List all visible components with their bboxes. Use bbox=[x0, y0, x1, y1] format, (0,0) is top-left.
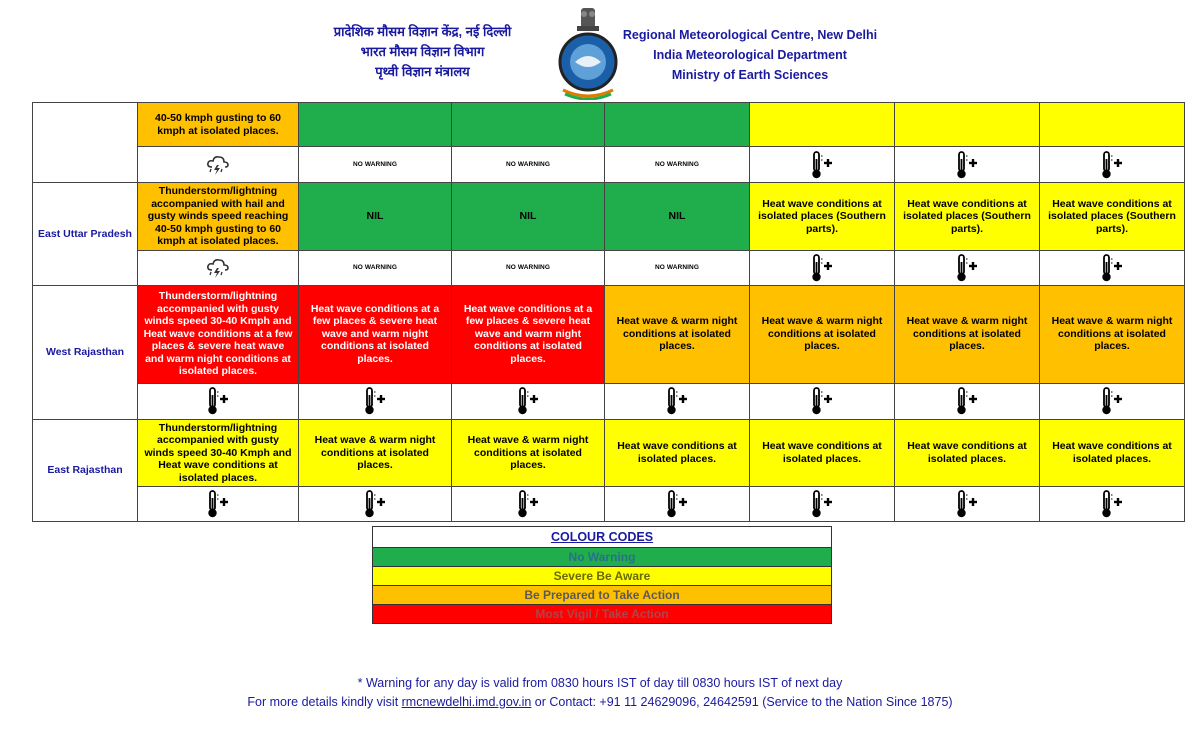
region-row bbox=[33, 419, 1185, 487]
warning-cell bbox=[750, 103, 895, 147]
warning-cell: Heat wave conditions at a few places & severe heat wave and warm night conditions at isolated places. bbox=[452, 285, 605, 383]
legend-item-most-vigil: Most Vigil / Take Action bbox=[373, 605, 832, 624]
warning-cell: Thunderstorm/lightning accompanied with gusty winds speed 30-40 Kmph and Heat wave conditions at a few places & severe heat wave and warm night conditions at isolated places. bbox=[138, 285, 299, 383]
thermometer-plus-icon bbox=[1101, 261, 1123, 273]
thunder-icon bbox=[206, 158, 230, 170]
region-name bbox=[33, 103, 138, 183]
thermometer-plus-icon bbox=[364, 498, 386, 510]
thermometer-plus-icon bbox=[517, 395, 539, 407]
no-warning-text: NO WARNING bbox=[506, 264, 550, 272]
region-name: East Rajasthan bbox=[33, 419, 138, 522]
icon-cell bbox=[605, 383, 750, 419]
warning-cell: Heat wave & warm night conditions at isolated places. bbox=[605, 285, 750, 383]
icon-row bbox=[33, 487, 1185, 522]
no-warning-text: NO WARNING bbox=[506, 161, 550, 169]
thermometer-plus-icon bbox=[666, 498, 688, 510]
icon-cell bbox=[299, 383, 452, 419]
icon-cell bbox=[750, 383, 895, 419]
no-warning-text: NO WARNING bbox=[655, 161, 699, 169]
icon-row bbox=[33, 383, 1185, 419]
warning-cell: Heat wave & warm night conditions at isolated places. bbox=[895, 285, 1040, 383]
warning-cell: Heat wave & warm night conditions at isolated places. bbox=[452, 419, 605, 487]
warning-cell: 40-50 kmph gusting to 60 kmph at isolated places. bbox=[138, 103, 299, 147]
icon-cell bbox=[299, 487, 452, 522]
warning-cell: Thunderstorm/lightning accompanied with gusty winds speed 30-40 Kmph and Heat wave conditions at isolated places. bbox=[138, 419, 299, 487]
thermometer-plus-icon bbox=[811, 158, 833, 170]
region-name: East Uttar Pradesh bbox=[33, 183, 138, 286]
icon-row bbox=[33, 250, 1185, 285]
warning-cell: Heat wave conditions at isolated places. bbox=[1040, 419, 1185, 487]
icon-cell bbox=[605, 487, 750, 522]
thermometer-plus-icon bbox=[811, 261, 833, 273]
warning-cell: Heat wave conditions at isolated places. bbox=[750, 419, 895, 487]
icon-cell bbox=[452, 383, 605, 419]
warning-cell: Heat wave & warm night conditions at isolated places. bbox=[750, 285, 895, 383]
no-warning-label bbox=[605, 147, 750, 183]
icon-cell bbox=[452, 487, 605, 522]
region-row bbox=[33, 183, 1185, 251]
icon-cell bbox=[895, 487, 1040, 522]
warning-cell: Heat wave & warm night conditions at isolated places. bbox=[1040, 285, 1185, 383]
warning-cell: Heat wave conditions at isolated places (Southern parts). bbox=[895, 183, 1040, 251]
thermometer-plus-icon bbox=[956, 498, 978, 510]
warning-cell: Heat wave conditions at isolated places (Southern parts). bbox=[1040, 183, 1185, 251]
legend-item-be-prepared: Be Prepared to Take Action bbox=[373, 586, 832, 605]
no-warning-text: NO WARNING bbox=[655, 264, 699, 272]
icon-cell bbox=[750, 147, 895, 183]
header-english-line-3: Ministry of Earth Sciences bbox=[671, 68, 829, 82]
warning-cell bbox=[895, 103, 1040, 147]
icon-cell bbox=[895, 250, 1040, 285]
icon-cell bbox=[1040, 250, 1185, 285]
footer-contact-suffix: or Contact: +91 11 24629096, 24642591 (Service to the Nation Since 1875) bbox=[531, 695, 953, 709]
footer-validity-note: * Warning for any day is valid from 0830 hours IST of day till 0830 hours IST of next day bbox=[357, 676, 843, 690]
warning-cell bbox=[452, 103, 605, 147]
warning-cell: NIL bbox=[299, 183, 452, 251]
icon-cell bbox=[1040, 487, 1185, 522]
warning-cell: NIL bbox=[605, 183, 750, 251]
warning-cell: NIL bbox=[452, 183, 605, 251]
legend-title: COLOUR CODES bbox=[373, 527, 832, 548]
header-english-line-2: India Meteorological Department bbox=[653, 48, 847, 62]
region-name: West Rajasthan bbox=[33, 285, 138, 419]
colour-codes-legend bbox=[372, 526, 832, 624]
icon-cell bbox=[138, 250, 299, 285]
header-english bbox=[615, 25, 885, 85]
thermometer-plus-icon bbox=[364, 395, 386, 407]
thermometer-plus-icon bbox=[811, 395, 833, 407]
footer-website-link[interactable]: rmcnewdelhi.imd.gov.in bbox=[401, 695, 532, 709]
warning-cell bbox=[299, 103, 452, 147]
header-hindi bbox=[300, 22, 545, 82]
warning-cell bbox=[605, 103, 750, 147]
legend-item-no-warning: No Warning bbox=[373, 548, 832, 567]
icon-cell bbox=[750, 250, 895, 285]
thermometer-plus-icon bbox=[207, 395, 229, 407]
no-warning-label bbox=[452, 250, 605, 285]
warning-cell: Heat wave conditions at isolated places (Southern parts). bbox=[750, 183, 895, 251]
thermometer-plus-icon bbox=[666, 395, 688, 407]
thermometer-plus-icon bbox=[1101, 498, 1123, 510]
thermometer-plus-icon bbox=[1101, 395, 1123, 407]
no-warning-label bbox=[299, 147, 452, 183]
footer-contact bbox=[0, 695, 1200, 709]
thermometer-plus-icon bbox=[517, 498, 539, 510]
legend-item-severe-be-aware: Severe Be Aware bbox=[373, 567, 832, 586]
thermometer-plus-icon bbox=[956, 158, 978, 170]
no-warning-label bbox=[299, 250, 452, 285]
warning-cell: Heat wave conditions at isolated places. bbox=[895, 419, 1040, 487]
header-hindi-line-3: पृथ्वी विज्ञान मंत्रालय bbox=[375, 64, 470, 79]
icon-cell bbox=[895, 147, 1040, 183]
icon-cell bbox=[1040, 147, 1185, 183]
imd-emblem-logo bbox=[553, 6, 623, 100]
icon-cell bbox=[138, 487, 299, 522]
no-warning-text: NO WARNING bbox=[353, 161, 397, 169]
icon-cell bbox=[1040, 383, 1185, 419]
warning-cell: Heat wave & warm night conditions at isolated places. bbox=[299, 419, 452, 487]
icon-cell bbox=[138, 147, 299, 183]
thunder-icon bbox=[206, 261, 230, 273]
warning-cell: Thunderstorm/lightning accompanied with hail and gusty winds speed reaching 40-50 kmph gusting to 60 kmph at isolated places. bbox=[138, 183, 299, 251]
header-english-line-1: Regional Meteorological Centre, New Delhi bbox=[622, 28, 878, 42]
warning-cell: Heat wave conditions at isolated places. bbox=[605, 419, 750, 487]
footer-contact-prefix: For more details kindly visit bbox=[247, 695, 402, 709]
header-hindi-line-2: भारत मौसम विज्ञान विभाग bbox=[360, 44, 485, 59]
thermometer-plus-icon bbox=[956, 395, 978, 407]
thermometer-plus-icon bbox=[207, 498, 229, 510]
no-warning-text: NO WARNING bbox=[353, 264, 397, 272]
thermometer-plus-icon bbox=[811, 498, 833, 510]
region-row bbox=[33, 285, 1185, 383]
icon-cell bbox=[750, 487, 895, 522]
warning-table bbox=[32, 102, 1185, 522]
warning-cell: Heat wave conditions at a few places & severe heat wave and warm night conditions at isolated places. bbox=[299, 285, 452, 383]
region-row bbox=[33, 103, 1185, 147]
header-hindi-line-1: प्रादेशिक मौसम विज्ञान केंद्र, नई दिल्ली bbox=[333, 24, 512, 39]
warning-cell bbox=[1040, 103, 1185, 147]
icon-row bbox=[33, 147, 1185, 183]
thermometer-plus-icon bbox=[1101, 158, 1123, 170]
icon-cell bbox=[138, 383, 299, 419]
icon-cell bbox=[895, 383, 1040, 419]
no-warning-label bbox=[605, 250, 750, 285]
thermometer-plus-icon bbox=[956, 261, 978, 273]
no-warning-label bbox=[452, 147, 605, 183]
